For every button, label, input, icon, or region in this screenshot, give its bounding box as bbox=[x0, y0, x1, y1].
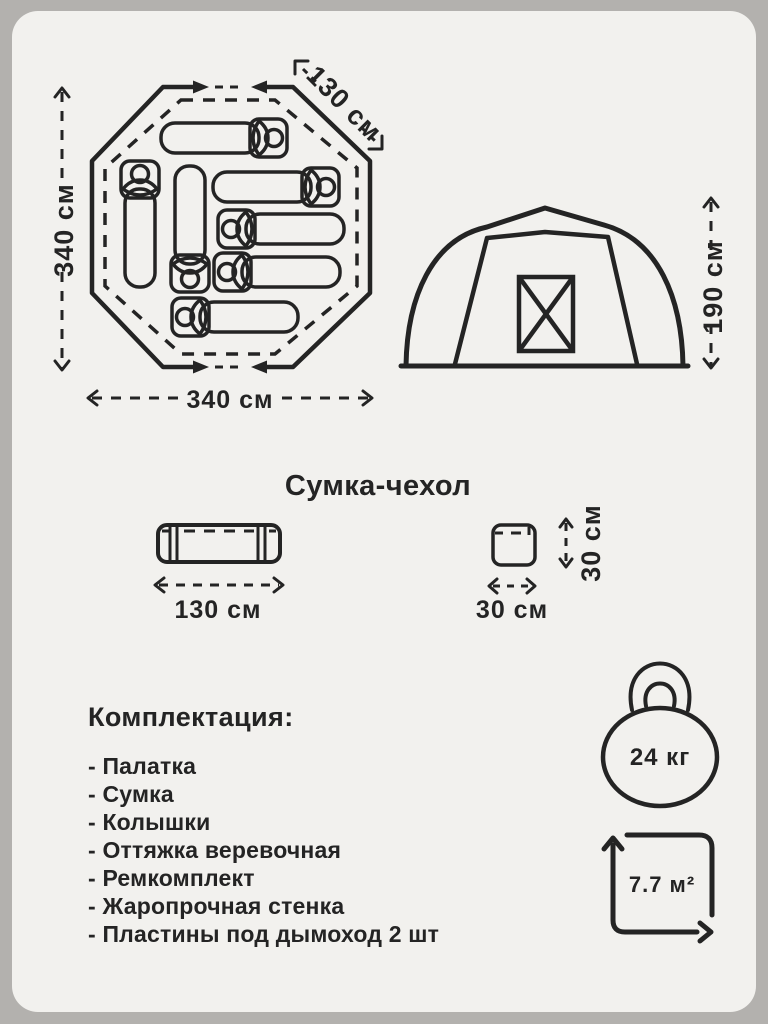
tent-height-label: 190 см bbox=[698, 240, 728, 334]
contents-item: - Пластины под дымоход 2 шт bbox=[88, 921, 440, 947]
contents-item: - Колышки bbox=[88, 809, 211, 835]
bag-section-title: Сумка-чехол bbox=[284, 470, 472, 502]
contents-item: - Палатка bbox=[88, 753, 197, 779]
floor-edge-label: 130 см bbox=[300, 59, 389, 148]
floor-depth-label: 340 см bbox=[49, 183, 79, 277]
contents-item: - Оттяжка веревочная bbox=[88, 837, 342, 863]
contents-item: - Ремкомплект bbox=[88, 865, 255, 891]
smallbag-width-label: 30 см bbox=[475, 596, 549, 624]
contents-section bbox=[88, 702, 439, 948]
weight-value: 24 кг bbox=[629, 744, 691, 771]
area-value: 7.7 м² bbox=[628, 872, 696, 897]
smallbag-height-label: 30 см bbox=[576, 504, 606, 582]
contents-title: Комплектация: bbox=[88, 702, 294, 732]
contents-item: - Жаропрочная стенка bbox=[88, 893, 345, 919]
contents-item: - Сумка bbox=[88, 781, 174, 807]
bag-length-label: 130 см bbox=[174, 596, 262, 624]
floor-width-label: 340 см bbox=[186, 386, 274, 414]
